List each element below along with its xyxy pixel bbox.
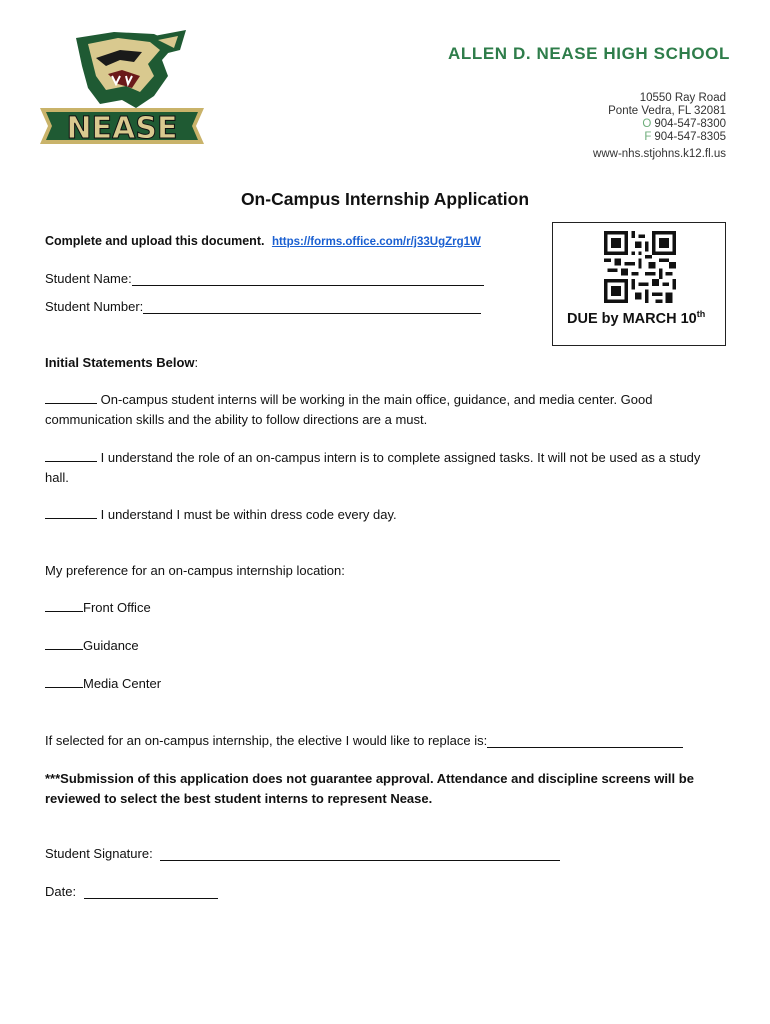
statement-3 (45, 505, 725, 525)
student-name-field[interactable] (132, 272, 484, 286)
fax-number: 904-547-8305 (654, 131, 726, 143)
address-line2: Ponte Vedra, FL 32081 (608, 105, 726, 117)
option-front-office (45, 600, 151, 615)
phone-number: 904-547-8300 (654, 118, 726, 130)
fax-label: F (644, 131, 652, 143)
disclaimer: ***Submission of this application does not guarantee approval. Attendance and discipline screens will be reviewed to select the best student interns to represent Nease. (45, 771, 694, 806)
statement-2 (45, 448, 725, 488)
initial-heading-colon: : (194, 355, 199, 370)
statement-3-initial-field[interactable] (45, 508, 97, 519)
student-number-label: Student Number: (45, 299, 144, 314)
statement-3-text: I understand I must be within dress code every day. (100, 507, 397, 522)
due-text: DUE by MARCH 10 (567, 310, 697, 327)
option-media-center-field[interactable] (45, 677, 83, 688)
statement-2-text: I understand the role of an on-campus intern is to complete assigned tasks. It will not be used as a study hall. (45, 450, 701, 485)
due-superscript: th (696, 309, 706, 319)
due-date (567, 309, 705, 327)
option-guidance-label: Guidance (83, 638, 139, 653)
option-guidance (45, 638, 139, 653)
phone-line (642, 118, 726, 130)
option-media-center-label: Media Center (83, 676, 162, 691)
fax-line (644, 131, 726, 143)
signature-label: Student Signature: (45, 846, 153, 861)
elective-label: If selected for an on-campus internship, the elective I would like to replace is: (45, 733, 488, 748)
date-row (45, 884, 218, 899)
date-label: Date: (45, 884, 77, 899)
signature-field[interactable] (160, 847, 560, 861)
statement-1 (45, 390, 725, 430)
option-front-office-field[interactable] (45, 601, 83, 612)
statement-1-initial-field[interactable] (45, 393, 97, 404)
form-title: On-Campus Internship Application (240, 189, 530, 209)
statement-1-text: On-campus student interns will be working in the main office, guidance, and media center. Good communication skills and the ability to follow directions are a must. (45, 392, 653, 427)
elective-row (45, 733, 683, 748)
option-front-office-label: Front Office (83, 600, 151, 615)
option-media-center (45, 676, 161, 691)
statement-2-initial-field[interactable] (45, 451, 97, 462)
signature-row (45, 846, 560, 861)
qr-code-icon (604, 231, 676, 303)
option-guidance-field[interactable] (45, 639, 83, 650)
instruction-text: Complete and upload this document. (45, 234, 265, 248)
logo-wordmark: NEASE (66, 111, 178, 146)
school-name: ALLEN D. NEASE HIGH SCHOOL (448, 44, 730, 63)
student-number-field[interactable] (143, 300, 481, 314)
date-field[interactable] (84, 885, 218, 899)
preference-label: My preference for an on-campus internship location: (45, 563, 345, 578)
qr-due-box (552, 222, 726, 346)
website: www-nhs.stjohns.k12.fl.us (593, 148, 726, 160)
initial-heading-row (45, 355, 198, 370)
initial-heading: Initial Statements Below (45, 355, 195, 370)
student-name-row (45, 271, 484, 286)
student-number-row (45, 299, 481, 314)
phone-label: O (642, 118, 652, 130)
nease-panther-logo (36, 30, 208, 166)
form-link[interactable]: https://forms.office.com/r/j33UgZrg1W (271, 236, 481, 248)
student-name-label: Student Name: (45, 271, 132, 286)
address-line1: 10550 Ray Road (639, 92, 726, 104)
elective-field[interactable] (487, 734, 683, 748)
instruction-line (45, 234, 481, 248)
